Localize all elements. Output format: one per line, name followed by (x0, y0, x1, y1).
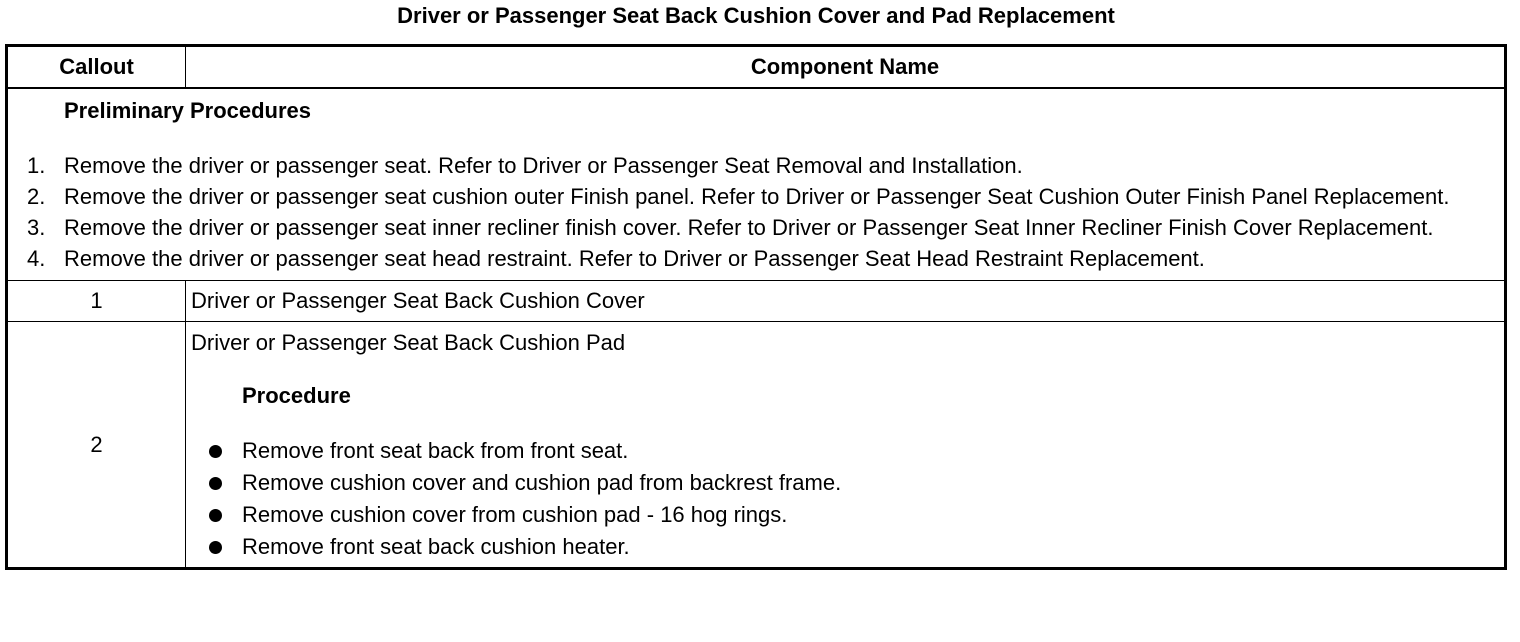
callout-cell: 1 (7, 281, 186, 322)
component-name-cell (186, 322, 1506, 569)
procedure-bullet (191, 467, 1504, 499)
step-text: Remove the driver or passenger seat. Refer to Driver or Passenger Seat Removal and Installation. (64, 153, 1023, 178)
procedure-heading: Procedure (242, 383, 351, 408)
step-number: 1. (27, 153, 46, 178)
step-text: Remove the driver or passenger seat head restraint. Refer to Driver or Passenger Seat Head Restraint Replacement. (64, 246, 1205, 271)
bullet-text: Remove front seat back cushion heater. (242, 534, 630, 559)
procedure-bullet-list (191, 435, 1504, 563)
bullet-text: Remove cushion cover and cushion pad from backrest frame. (242, 470, 842, 495)
procedure-bullet (191, 531, 1504, 563)
preliminary-step (8, 212, 1504, 243)
preliminary-step (8, 181, 1504, 212)
procedure-bullet (191, 435, 1504, 467)
component-name-cell: Driver or Passenger Seat Back Cushion Cover (186, 281, 1506, 322)
step-number: 3. (27, 215, 46, 240)
step-number: 2. (27, 184, 46, 209)
component-name-column-header: Component Name (186, 46, 1506, 89)
component-table (5, 44, 1507, 570)
procedure-bullet (191, 499, 1504, 531)
component-name: Driver or Passenger Seat Back Cushion Pad (191, 330, 626, 355)
preliminary-steps-list (8, 150, 1504, 274)
table-row (7, 281, 1506, 322)
table-row (7, 322, 1506, 569)
bullet-icon (209, 477, 222, 490)
callout-column-header: Callout (7, 46, 186, 89)
step-number: 4. (27, 246, 46, 271)
bullet-icon (209, 445, 222, 458)
document-title: Driver or Passenger Seat Back Cushion Cover and Pad Replacement (397, 3, 1115, 28)
step-text: Remove the driver or passenger seat inner recliner finish cover. Refer to Driver or Passenger Seat Inner Recliner Finish Cover Replacement. (64, 215, 1434, 240)
preliminary-procedures-heading: Preliminary Procedures (64, 98, 312, 123)
preliminary-procedures-row (7, 88, 1506, 281)
preliminary-procedures-cell (7, 88, 1506, 281)
table-header-row (7, 46, 1506, 89)
callout-cell: 2 (7, 322, 186, 569)
bullet-text: Remove cushion cover from cushion pad - 16 hog rings. (242, 502, 788, 527)
bullet-text: Remove front seat back from front seat. (242, 438, 629, 463)
preliminary-step (8, 150, 1504, 181)
step-text: Remove the driver or passenger seat cushion outer Finish panel. Refer to Driver or Passenger Seat Cushion Outer Finish Panel Replacement. (64, 184, 1450, 209)
bullet-icon (209, 509, 222, 522)
bullet-icon (209, 541, 222, 554)
preliminary-step (8, 243, 1504, 274)
